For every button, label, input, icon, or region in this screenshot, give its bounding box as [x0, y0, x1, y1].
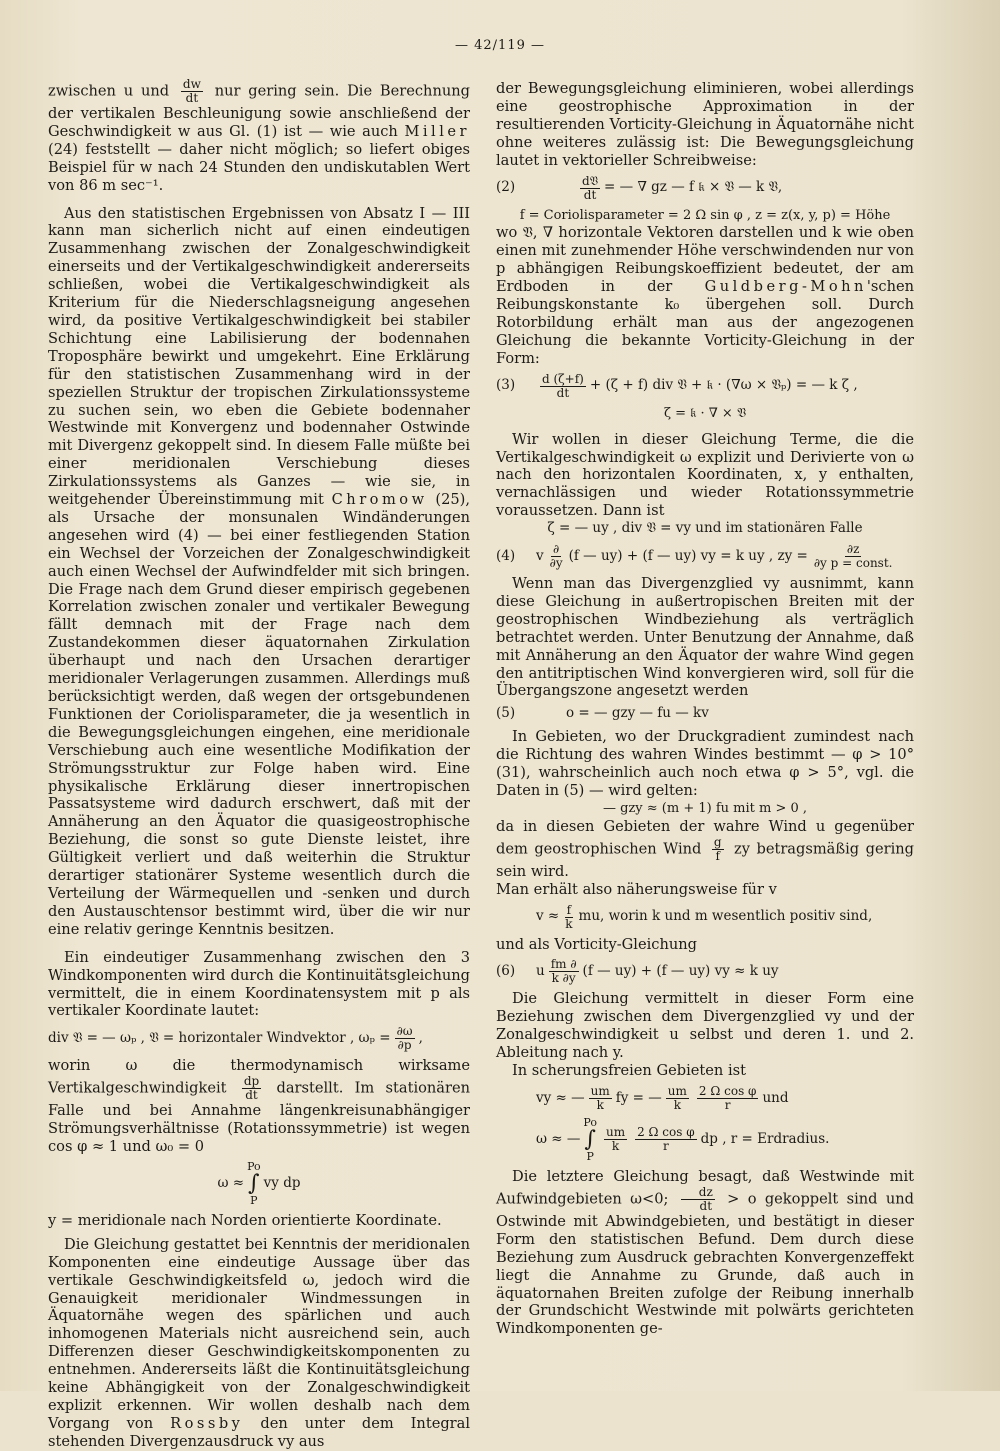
equation-3 [496, 373, 914, 400]
author-name: Rossby [170, 1414, 244, 1432]
equation-zeta: ζ = — uy , div 𝔙 = vy und im stationären Falle [547, 520, 863, 537]
denominator: ∂y p = const. [813, 556, 893, 571]
text: Die letztere Gleichung besagt, daß Westwinde mit Aufwindgebieten ω<0; [496, 1167, 914, 1208]
text: (24) feststellt — daher nicht möglich; so liefert obiges Beispiel für w nach 24 Stunden den undiskutablen Wert von 86 m sec⁻¹. [48, 140, 470, 194]
paragraph: y = meridionale nach Norden orientierte Koordinate. [48, 1211, 442, 1229]
numerator: dp [243, 1074, 260, 1089]
equation-2 [496, 175, 914, 202]
paragraph [48, 205, 470, 939]
fraction [395, 1025, 415, 1052]
denominator: ∂y [549, 556, 563, 571]
paragraph: In scherungsfreien Gebieten ist [512, 1062, 746, 1080]
denominator: k [673, 1097, 681, 1112]
paragraph: In Gebieten, wo der Druckgradient zumindest nach die Richtung des wahren Windes bestimmt — φ > 10° (31), wahrscheinlich auch noch etwa φ > 5°, vgl. die Daten in (5) — wird gelten: [496, 728, 914, 799]
fraction [540, 373, 586, 400]
equation-number: (5) [496, 705, 516, 722]
paragraph: Wenn man das Divergenzglied vy ausnimmt, kann diese Gleichung in außertropischen Breiten mit der geostrophischen Windbeziehung als verträglich betrachtet werden. Unter Benutzung der Annahme, daß mit Annäherung an den Äquator der wahre Wind gegen den antitriptischen Wind konvergieren wird, soll für die Übergangszone angesetzt werden [496, 575, 914, 700]
equation-4 [496, 543, 914, 570]
paragraph: Wir wollen in dieser Gleichung Terme, die die Vertikalgeschwindigkeit ω explizit und Derivierte von ω nach den horizontalen Koordinaten, x, y enthalten, vernachlässigen und wieder Rotationssymmetrie voraussetzen. Dann ist [496, 430, 914, 520]
fraction [580, 175, 600, 202]
numerator: fm ∂ [550, 957, 577, 972]
equation-text: vy ≈ — [536, 1089, 585, 1106]
fraction [181, 78, 203, 105]
text: zy betragsmäßig gering sein wird. [496, 840, 914, 880]
text: wo 𝔙, ∇ horizontale Vektoren darstellen und k wie oben einen mit zunehmender Höhe verschwindenden nur von p abhängigen Reibungskoeffizient bedeutet, der am Erdboden in der [496, 224, 914, 296]
equation-text: (f — uy) + (f — uy) vy ≈ k uy [582, 962, 779, 979]
paragraph [48, 78, 470, 195]
equation-text: (f — uy) + (f — uy) vy = k uy , zy = [568, 547, 808, 564]
integral-lower: P [250, 1193, 258, 1207]
equation-text: + (ζ + f) div 𝔙 + 𝔨 · (∇ω × 𝔙ₚ) = — k ζ , [589, 377, 858, 394]
author-name: Chromow [331, 491, 428, 509]
numerator: dz [681, 1186, 715, 1200]
text: > o gekoppelt sind und Ostwinde mit Abwindgebieten, und bestätigt in dieser Form den statistischen Befund. Dem durch diese Beziehung zum Ausdruck gebrachten Konvergenzeffekt liegt die Annahme zu Grunde, daß auch in äquatornahen Breiten zufolge der Reibung innerhalb der Grundschicht Westwinde mit polwärts gerichteten Windkomponenten ge- [496, 1190, 915, 1338]
denominator: dt [185, 91, 199, 105]
numerator: 2 Ω cos φ [637, 1125, 695, 1140]
equation-text: o = — gzy — fu — kv [566, 705, 709, 722]
denominator: dt [556, 385, 570, 400]
equation-definition: ζ = 𝔨 · ∇ × 𝔙 [663, 405, 747, 421]
text: Die Gleichung gestattet bei Kenntnis der meridionalen Komponenten eine eindeutige Aussage über das vertikale Geschwindigkeitsfeld ω, jedoch wird die Genauigkeit meridionaler Windmessungen in Äquatornähe wegen des spärlichen und auch inhomogenen Materials nicht ausreichend sein, auch Differenzen dieser Geschwindigkeitskomponenten zu entnehmen. Andererseits läßt die Kontinuitätsgleichung keine Abhängigkeit von der Zonalgeschwindigkeit explizit erkennen. Wir wollen deshalb nach dem Vorgang von [48, 1235, 470, 1432]
numerator: d (ζ+f) [542, 371, 584, 386]
denominator: k [596, 1097, 604, 1112]
denominator: f [715, 848, 720, 863]
equation-integral [48, 1161, 470, 1207]
right-column [496, 80, 914, 1338]
paragraph: Ein eindeutiger Zusammenhang zwischen den 3 Windkomponenten wird durch die Kontinuitätsgleichung vermittelt, die in einem Koordinatensystem mit p als vertikaler Koordinate lautet: [48, 948, 470, 1020]
equation-gzy: — gzy ≈ (m + 1) fu mit m > 0 , [602, 800, 807, 816]
text: nur gering sein. Die Berechnung der vertikalen Beschleunigung sowie anschließend der Geschwindigkeit w aus Gl. (1) ist — wie auch [48, 82, 470, 140]
paragraph [496, 818, 914, 881]
equation-text: ω ≈ [217, 1174, 245, 1191]
fraction [666, 1085, 689, 1112]
denominator: k ∂y [551, 971, 576, 986]
fraction [549, 958, 579, 985]
integral: Po ∫ P [583, 1115, 597, 1163]
fraction [548, 543, 565, 570]
equation-continuity [48, 1025, 470, 1052]
denominator: dt [583, 187, 597, 202]
left-column [48, 78, 470, 1451]
paragraph [48, 1236, 470, 1451]
equation-v [496, 904, 914, 931]
text: (25), als Ursache der monsunalen Windänderungen angesehen wird (4) — bei einer festliegenden Station ein Wechsel der Vorzeichen der Zonalgeschwindigkeit auch einen Wechsel der Aufwindfelder mit sich bringen. Die Frage nach dem Grund dieser empirisch gegebenen Korrelation zwischen zonaler und vertikaler Bewegung fällt demnach mit der Frage nach dem Zustandekommen dieser äquatornahen Zirkulation überhaupt und nach den Ursachen derartiger meridionaler Verlagerungen zusammen. Allerdings muß berücksichtigt werden, daß wegen der ortsgebundenen Funktionen der Coriolisparameter, die ja wesentlich in die Bewegungsgleichungen eingehen, eine meridionale Verschiebung auch eine wesentliche Modifikation der Strömungsstruktur zur Folge haben wird. Eine physikalische Erklärung dieser innertropischen Passatsysteme wird dadurch erschwert, daß mit der Annäherung an den Äquator die quasigeostrophische Beziehung, die sonst so gute Dienste leistet, ihre Gültigkeit verliert und daß weiterhin die Struktur derartiger stationärer Systeme wesentlich durch die Verteilung der Wärmequellen und -senken und durch den Austauschtensor bestimmt wird, über die wir nur eine relativ geringe Kenntnis besitzen. [48, 491, 470, 938]
text: zwischen u und [48, 82, 170, 100]
numerator: ∂z [846, 542, 860, 557]
fraction [635, 1126, 697, 1153]
integral-upper: Po [583, 1115, 597, 1129]
equation-text: , [418, 1029, 423, 1046]
equation-text: und [762, 1089, 789, 1106]
equation-omega [496, 1117, 914, 1163]
denominator: k [611, 1139, 620, 1154]
numerator: um [605, 1125, 626, 1140]
numerator: ∂ω [396, 1024, 413, 1039]
numerator: dw [182, 77, 201, 91]
paragraph [48, 1057, 470, 1156]
equation-text: ω ≈ — [536, 1131, 581, 1148]
numerator: f [566, 902, 572, 917]
integral-lower: P [586, 1149, 594, 1163]
paragraph: der Bewegungsgleichung eliminieren, wobei allerdings eine geostrophische Approximation in der resultierenden Vorticity-Gleichung in Äquatornähe nicht ohne weiteres zulässig ist: Die Bewegungsgleichung lautet in vektorieller Schreibweise: [496, 80, 914, 169]
equation-text: div 𝔙 = — ωₚ , 𝔙 = horizontaler Windvektor , ωₚ = [48, 1029, 391, 1046]
denominator: r [662, 1139, 669, 1154]
fraction [563, 904, 574, 931]
denominator: r [724, 1097, 731, 1112]
fraction [589, 1085, 612, 1112]
equation-5 [496, 705, 914, 723]
numerator: um [590, 1083, 610, 1098]
equation-text: = — ∇ gz — f 𝔨 × 𝔙 — k 𝔙, [604, 179, 783, 196]
equation-definition: f = Coriolisparameter = 2 Ω sin φ , z = z(x, y, p) = Höhe [519, 207, 891, 223]
fraction [604, 1126, 627, 1153]
paragraph: und als Vorticity-Gleichung [496, 935, 697, 953]
denominator: dt [245, 1088, 258, 1103]
fraction [242, 1075, 261, 1102]
numerator: d𝔙 [582, 173, 599, 188]
paragraph [496, 224, 914, 367]
text: da in diesen Gebieten der wahre Wind u gegenüber dem geostrophischen Wind [496, 817, 914, 858]
equation-text: v [536, 547, 544, 564]
equation-number: (6) [496, 962, 516, 979]
paragraph: Die Gleichung vermittelt in dieser Form eine Beziehung zwischen dem Divergenzglied vy und der Zonalgeschwindigkeit u selbst und deren 1. und 2. Ableitung nach y. [496, 990, 914, 1062]
equation-text: v ≈ [536, 908, 560, 925]
denominator: dt [699, 1198, 713, 1213]
equation-vy [496, 1085, 914, 1112]
author-name: Miller [404, 122, 470, 140]
author-name: Guldberg-Mohn [704, 278, 867, 296]
fraction [812, 543, 895, 570]
equation-text: dp , r = Erdradius. [700, 1131, 830, 1148]
text: Aus den statistischen Ergebnissen von Absatz I — III kann man sicherlich nicht auf einen eindeutigen Zusammenhang zwischen der Zonalgeschwindigkeit einerseits und der Vertikalgeschwindigkeit andererseits schließen, wobei die Vertikalgeschwindigkeit als Kriterium für die Niederschlagsneigung angesehen wird, da positive Vertikalgeschwindigkeit bei stabiler Schichtung eine Labilisierung der bodennahen Troposphäre bewirkt und umgekehrt. Eine Erklärung für den statistischen Zusammenhang wird in der speziellen Struktur der tropischen Zirkulationssysteme zu suchen sein, wo eben die Gebiete bodennaher Westwinde mit Konvergenz und bodennaher Ostwinde mit Divergenz gekoppelt sind. In diesem Falle müßte bei einer meridionalen Verschiebung dieses Zirkulationssystems als Ganzes — wie sie, in weitgehender Übereinstimmung mit [48, 204, 470, 509]
fraction [712, 836, 724, 863]
equation-text: fy = — [615, 1089, 662, 1106]
text: darstellt. Im stationären Falle und bei Annahme längenkreisunabhängiger Strömungsverhältnisse (Rotationssymmetrie) ist wegen cos φ ≈ 1 und ω₀ = 0 [48, 1079, 471, 1156]
numerator: g [713, 834, 722, 849]
equation-number: (4) [496, 547, 516, 564]
fraction [681, 1186, 715, 1213]
paragraph [496, 1168, 914, 1338]
equation-number: (2) [496, 179, 516, 196]
text: den unter dem Integral stehenden Divergenzausdruck vy aus [48, 1414, 471, 1450]
equation-text: vy dp [263, 1174, 301, 1191]
denominator: ∂p [397, 1038, 412, 1053]
fraction [697, 1085, 759, 1112]
equation-text: u [536, 962, 545, 979]
equation-6 [496, 958, 914, 985]
numerator: um [667, 1083, 687, 1098]
denominator: k [565, 916, 573, 931]
equation-text: mu, worin k und m wesentlich positiv sind, [578, 908, 873, 925]
text: 'schen Reibungskonstante k₀ übergehen soll. Durch Rotorbildung erhält man aus der angezogenen Gleichung die bekannte Vorticity-Gleichung in der Form: [496, 278, 915, 367]
paragraph: Man erhält also näherungsweise für v [496, 880, 777, 898]
numerator: 2 Ω cos φ [698, 1083, 757, 1098]
integral-upper: Po [247, 1159, 261, 1173]
equation-number: (3) [496, 377, 516, 394]
page-number: — 42/119 — [455, 38, 545, 53]
numerator: ∂ [553, 542, 560, 557]
integral: Po ∫ P [247, 1159, 261, 1207]
text: worin ω die thermodynamisch wirksame Vertikalgeschwindigkeit [48, 1057, 470, 1097]
